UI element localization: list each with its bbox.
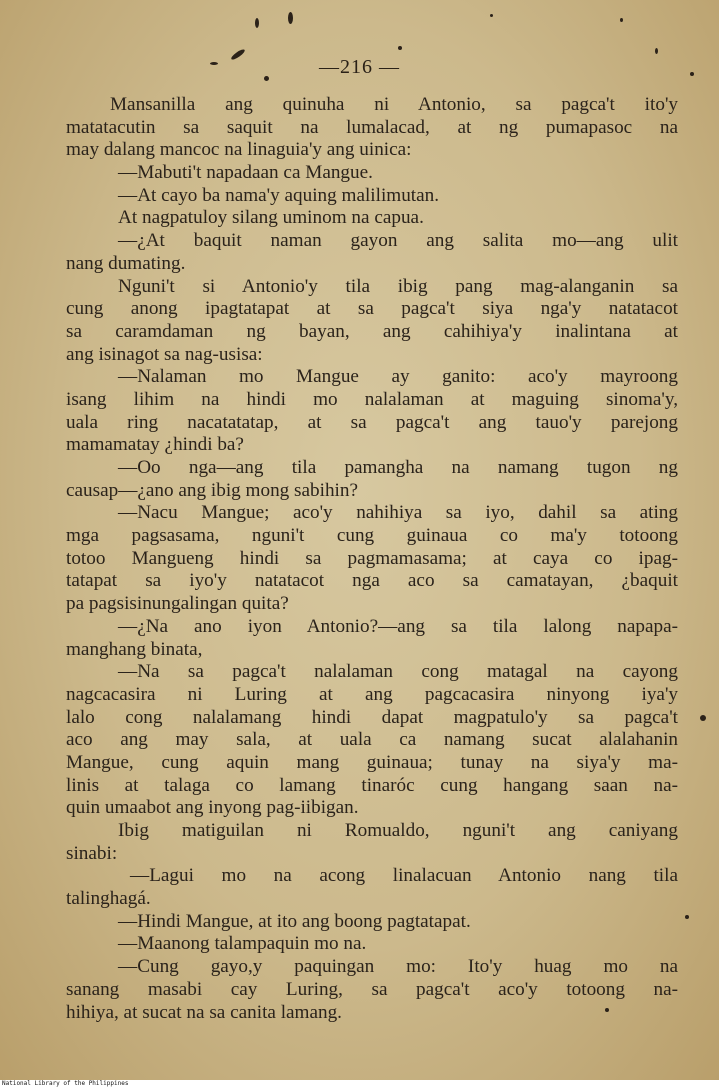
text-line: —Cung gayo,y paquingan mo: Ito'y huag mo na bbox=[118, 956, 678, 978]
text-line: lalo cong nalalamang hindi dapat magpatulo'y sa pagca't bbox=[66, 706, 678, 728]
text-line: mga pagsasama, nguni't cung guinaua co ma'y totoong bbox=[66, 525, 678, 547]
text-line: sa caramdaman ng bayan, ang cahihiya'y inalintana at bbox=[66, 320, 678, 342]
ink-speck bbox=[685, 915, 689, 919]
page-number: —216 — bbox=[319, 56, 400, 78]
ink-speck bbox=[490, 14, 493, 17]
text-line: —Nalaman mo Mangue ay ganito: aco'y mayroong bbox=[118, 366, 678, 388]
text-line: tatapat sa iyo'y natatacot nga aco sa camatayan, ¿baquit bbox=[66, 570, 678, 592]
ink-speck bbox=[288, 12, 293, 24]
text-line: —Maanong talampaquin mo na. bbox=[118, 933, 367, 955]
text-line: sanang masabi cay Luring, sa pagca't aco'y totoong na- bbox=[66, 978, 678, 1000]
text-line: nang dumating. bbox=[66, 252, 186, 274]
text-line: cung anong ipagtatapat at sa pagca't siya nga'y natatacot bbox=[66, 298, 678, 320]
text-line: —Lagui mo na acong linalacuan Antonio nang tila bbox=[130, 865, 678, 887]
text-line: —Hindi Mangue, at ito ang boong pagtatapat. bbox=[118, 910, 471, 932]
text-line: pa pagsisinungalingan quita? bbox=[66, 593, 289, 615]
text-line: —Mabuti't napadaan ca Mangue. bbox=[118, 162, 373, 184]
text-line: may dalang mancoc na linaguia'y ang uinica: bbox=[66, 139, 412, 161]
text-line: mamamatay ¿hindi ba? bbox=[66, 434, 244, 456]
text-line: manghang binata, bbox=[66, 638, 203, 660]
text-line: linis at talaga co lamang tinaróc cung hangang saan na- bbox=[66, 774, 678, 796]
text-line: —Nacu Mangue; aco'y nahihiya sa iyo, dahil sa ating bbox=[118, 502, 678, 524]
text-line: uala ring nacatatatap, at sa pagca't ang tauo'y parejong bbox=[66, 411, 678, 433]
text-line: causap—¿ano ang ibig mong sabihin? bbox=[66, 479, 359, 501]
text-line: —¿At baquit naman gayon ang salita mo—ang ulit bbox=[118, 230, 678, 252]
text-line: At nagpatuloy silang uminom na capua. bbox=[118, 207, 424, 229]
text-line: isang lihim na hindi mo nalalaman at maguing sinoma'y, bbox=[66, 388, 678, 410]
text-line: Mansanilla ang quinuha ni Antonio, sa pagca't ito'y bbox=[110, 94, 678, 115]
text-line: talinghagá. bbox=[66, 888, 151, 910]
text-line: —Na sa pagca't nalalaman cong matagal na cayong bbox=[118, 661, 678, 683]
text-line: totoo Mangueng hindi sa pagmamasama; at caya co ipag- bbox=[66, 547, 678, 569]
text-line: hihiya, at sucat na sa canita lamang. bbox=[66, 1001, 342, 1023]
text-line: ang isinagot sa nag-usisa: bbox=[66, 343, 263, 365]
text-line: —At cayo ba nama'y aquing malilimutan. bbox=[118, 184, 440, 206]
ink-speck bbox=[620, 18, 623, 22]
text-line: Mangue, cung aquin mang guinaua; tunay na siya'y ma- bbox=[66, 751, 678, 773]
ink-speck bbox=[700, 715, 706, 721]
text-line: nagcacasira ni Luring at ang pagcacasira ninyong iya'y bbox=[66, 683, 678, 705]
text-line: Ibig matiguilan ni Romualdo, nguni't ang caniyang bbox=[118, 820, 678, 841]
text-line: quin umaabot ang inyong pag-iibigan. bbox=[66, 797, 359, 819]
text-line: matatacutin sa saquit na lumalacad, at ng pumapasoc na bbox=[66, 116, 678, 138]
page-body-text bbox=[66, 94, 678, 1024]
text-line: aco ang may sala, at uala ca namang sucat alalahanin bbox=[66, 729, 678, 751]
ink-speck bbox=[255, 18, 259, 28]
footer-credit: National Library of the Philippines bbox=[2, 1080, 129, 1087]
text-line: —¿Na ano iyon Antonio?—ang sa tila lalong napapa- bbox=[118, 615, 678, 637]
text-line: Nguni't si Antonio'y tila ibig pang mag-alanganin sa bbox=[118, 275, 678, 297]
ink-speck bbox=[398, 46, 402, 50]
text-line: —Oo nga—ang tila pamangha na namang tugon ng bbox=[118, 457, 678, 478]
text-line: sinabi: bbox=[66, 842, 118, 864]
ink-speck bbox=[655, 48, 658, 54]
